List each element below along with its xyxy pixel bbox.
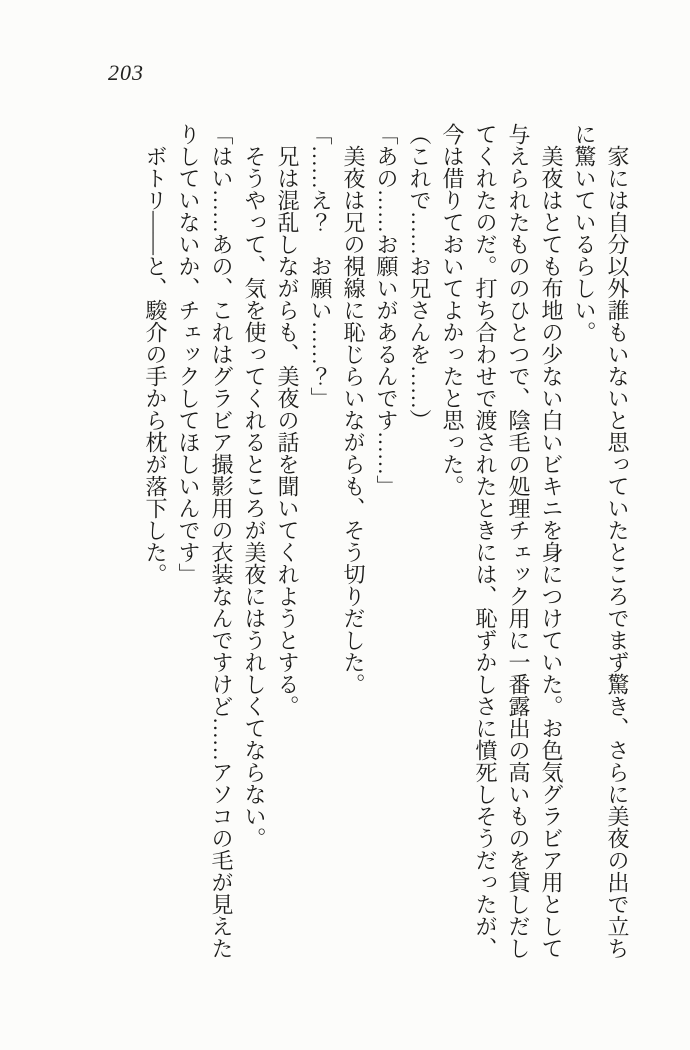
paragraph-dialogue: 「……え？ お願い……？」 [308,123,333,409]
vertical-text-area [139,123,634,959]
paragraph: 兄は混乱しながらも、美夜の話を聞いてくれようとする。 [275,145,300,717]
paragraph: ボトリ――と、駿介の手から枕が落下した。 [143,145,168,585]
page-number: 203 [108,60,144,85]
paragraph: 家には自分以外誰もいないと思っていたところでまず驚き、さらに美夜の出で立ちに驚いているらしい。 [572,123,630,959]
paragraph-dialogue: 「はい……あの、これはグラビア撮影用の衣装なんですけど……アソコの毛が見えたりしていないか、チェックしてほしいんです」 [176,123,234,959]
paragraph: 美夜はとても布地の少ない白いビキニを身につけていた。お色気グラビア用として与えられたもののひとつで、陰毛の処理チェック用に一番露出の高いものを貸しだしてくれたのだ。打ち合わせで渡されたときには、恥ずかしさに憤死しそうだったが、今は借りておいてよかったと思った。 [440,123,564,959]
paragraph-monologue: （これで……お兄さんを……） [407,123,432,431]
paragraph: 美夜は兄の視線に恥じらいながらも、そう切りだした。 [341,145,366,695]
paragraph: そうやって、気を使ってくれるところが美夜にはうれしくてならない。 [242,145,267,849]
paragraph-dialogue: 「あの……お願いがあるんです……」 [374,123,399,497]
